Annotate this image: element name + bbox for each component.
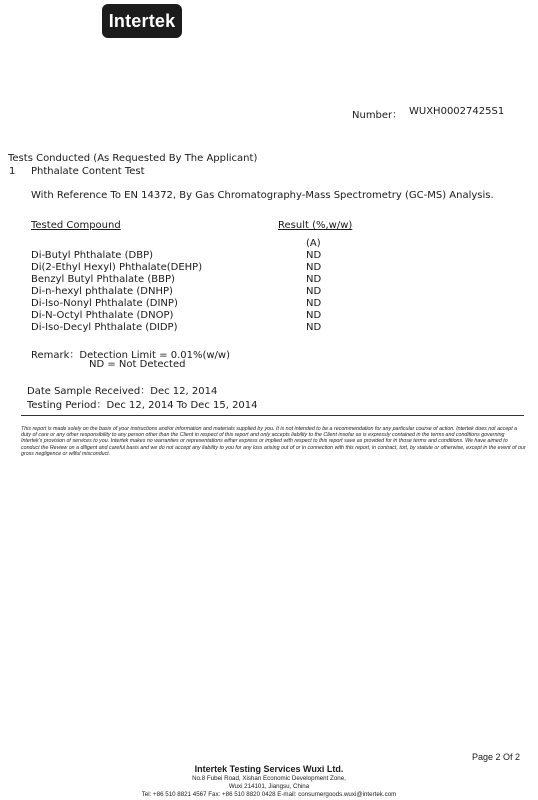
compound-result: ND <box>306 250 322 261</box>
compound-name: Di(2-Ethyl Hexyl) Phthalate(DEHP) <box>31 262 203 273</box>
compound-name: Di-n-hexyl phthalate (DNHP) <box>31 286 173 297</box>
report-number-label: Number： <box>352 110 403 121</box>
sample-id: (A) <box>306 238 321 249</box>
compound-name: Di-Iso-Nonyl Phthalate (DINP) <box>31 298 178 309</box>
compound-result: ND <box>306 274 322 285</box>
compound-result: ND <box>306 262 322 273</box>
compound-name: Benzyl Butyl Phthalate (BBP) <box>31 274 175 285</box>
test-reference: With Reference To EN 14372, By Gas Chromatography-Mass Spectrometry (GC-MS) Analysis. <box>31 190 494 201</box>
divider <box>21 415 524 416</box>
column-header-compound: Tested Compound <box>31 220 121 231</box>
column-header-result: Result (%,w/w) <box>278 220 353 231</box>
footer-address-line1: No.8 Fubei Road, Xishan Economic Development Zone, <box>192 775 346 782</box>
testing-period: Testing Period：Dec 12, 2014 To Dec 15, 2014 <box>27 400 258 411</box>
tests-heading: Tests Conducted (As Requested By The Applicant) <box>8 153 258 164</box>
intertek-logo: Intertek <box>102 4 182 38</box>
compound-result: ND <box>306 310 322 321</box>
compound-name: Di-N-Octyl Phthalate (DNOP) <box>31 310 174 321</box>
test-item-number: 1 <box>9 166 16 177</box>
compound-name: Di-Iso-Decyl Phthalate (DIDP) <box>31 322 178 333</box>
footer-company: Intertek Testing Services Wuxi Ltd. <box>194 764 344 774</box>
page-number: Page 2 Of 2 <box>472 752 521 762</box>
test-item-title: Phthalate Content Test <box>31 166 145 177</box>
compound-result: ND <box>306 322 322 333</box>
report-number-value: WUXH00027425S1 <box>409 106 505 117</box>
footer-contact: Tel: +86 510 8821 4567 Fax: +86 510 8820 0428 E-mail: consumergoods.wuxi@intertek.com <box>141 791 397 798</box>
remark-nd-definition: ND = Not Detected <box>89 359 186 370</box>
date-sample-received: Date Sample Received：Dec 12, 2014 <box>27 386 218 397</box>
footer-address-line2: Wuxi 214101, Jiangsu, China <box>228 783 310 790</box>
remark-detection-limit: Remark：Detection Limit = 0.01%(w/w) <box>31 350 231 361</box>
disclaimer-text: This report is made solely on the basis of your instructions and/or information and materials supplied by you. It is not intended to be a recommendation for any particular course of action. Intertek does not accept a duty of care or any other responsibility to any person other than the Client in respect of this report and only accepts liability to the Client insofar as is expressly contained in the terms and conditions governing Intertek's provision of services to you. Intertek makes no warranties or representations either express or implied with respect to this report save as provided for in those terms and conditions. We have aimed to conduct the Review on a diligent and careful basis and we do not accept any liability to you for any loss arising out of or in connection with this report, in contract, tort, by statute or otherwise, except in the event of our gross negligence or wilful misconduct. <box>21 426 526 457</box>
compound-result: ND <box>306 298 322 309</box>
compound-result: ND <box>306 286 322 297</box>
compound-name: Di-Butyl Phthalate (DBP) <box>31 250 154 261</box>
